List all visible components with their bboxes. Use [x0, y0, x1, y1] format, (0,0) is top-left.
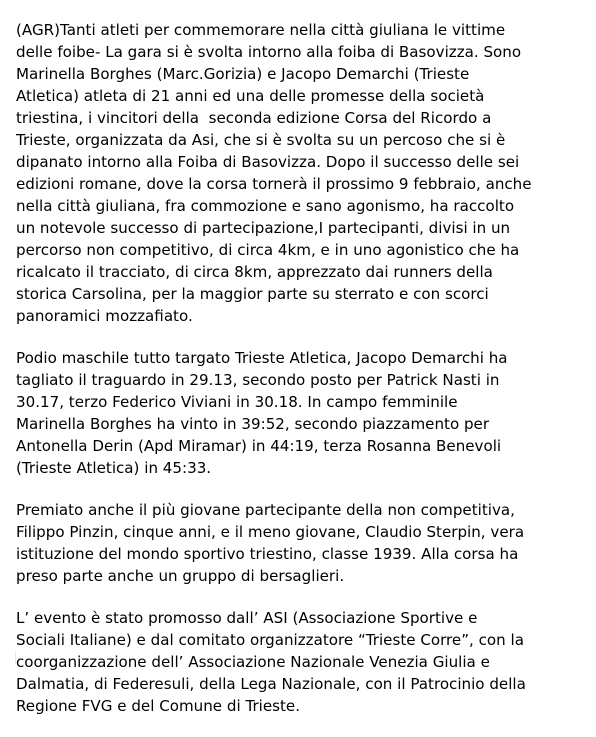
divider — [15, 652, 16, 664]
text-line: Marinella Borghes (Marc.Gorizia) e Jacopo Demarchi (Trieste — [16, 65, 470, 83]
text-line: delle foibe- La gara si è svolta intorno alla foiba di Basovizza. Sono — [16, 43, 522, 61]
text-line: percorso non competitivo, di circa 4km, e in uno agonistico che ha — [16, 241, 520, 259]
text-line: Marinella Borghes ha vinto in 39:52, secondo piazzamento per — [16, 415, 490, 433]
text-line: edizioni romane, dove la corsa tornerà il prossimo 9 febbraio, anche — [16, 175, 532, 193]
paragraph-intro — [16, 19, 592, 327]
text-line: Sociali Italiane) e dal comitato organizzatore “Trieste Corre”, con la — [16, 631, 524, 649]
text-line: panoramici mozzafiato. — [16, 307, 193, 325]
paragraph-awards — [16, 499, 592, 587]
text-line: coorganizzazione dell’ Associazione Nazionale Venezia Giulia e — [16, 653, 490, 671]
text-line: tagliato il traguardo in 29.13, secondo posto per Patrick Nasti in — [16, 371, 500, 389]
text-line: Premiato anche il più giovane partecipante della non competitiva, — [16, 501, 515, 519]
text-line: Antonella Derin (Apd Miramar) in 44:19, terza Rosanna Benevoli — [16, 437, 502, 455]
text-line: Atletica) atleta di 21 anni ed una delle promesse della società — [16, 87, 485, 105]
text-line: un notevole successo di partecipazione,I partecipanti, divisi in un — [16, 219, 511, 237]
text-line: Dalmatia, di Federesuli, della Lega Nazionale, con il Patrocinio della — [16, 675, 526, 693]
text-line: Podio maschile tutto targato Trieste Atletica, Jacopo Demarchi ha — [16, 349, 508, 367]
text-line: (Trieste Atletica) in 45:33. — [16, 459, 212, 477]
paragraph-organizers — [16, 607, 592, 717]
text-line: (AGR)Tanti atleti per commemorare nella città giuliana le vittime — [16, 21, 506, 39]
text-line: dipanato intorno alla Foiba di Basovizza. Dopo il successo delle sei — [16, 153, 520, 171]
text-line: 30.17, terzo Federico Viviani in 30.18. In campo femminile — [16, 393, 458, 411]
text-line: L’ evento è stato promosso dall’ ASI (Associazione Sportive e — [16, 609, 478, 627]
text-line: nella città giuliana, fra commozione e sano agonismo, ha raccolto — [16, 197, 515, 215]
article-body — [16, 19, 592, 737]
text-line: ricalcato il tracciato, di circa 8km, apprezzato dai runners della — [16, 263, 493, 281]
text-line: triestina, i vincitori della seconda edizione Corsa del Ricordo a — [16, 109, 492, 127]
text-line: storica Carsolina, per la maggior parte su sterrato e con scorci — [16, 285, 489, 303]
text-line: Filippo Pinzin, cinque anni, e il meno giovane, Claudio Sterpin, vera — [16, 523, 525, 541]
text-line: Regione FVG e del Comune di Trieste. — [16, 697, 301, 715]
paragraph-results — [16, 347, 592, 479]
text-line: Trieste, organizzata da Asi, che si è svolta su un percoso che si è — [16, 131, 506, 149]
text-line: istituzione del mondo sportivo triestino, classe 1939. Alla corsa ha — [16, 545, 519, 563]
text-line: preso parte anche un gruppo di bersaglieri. — [16, 567, 345, 585]
